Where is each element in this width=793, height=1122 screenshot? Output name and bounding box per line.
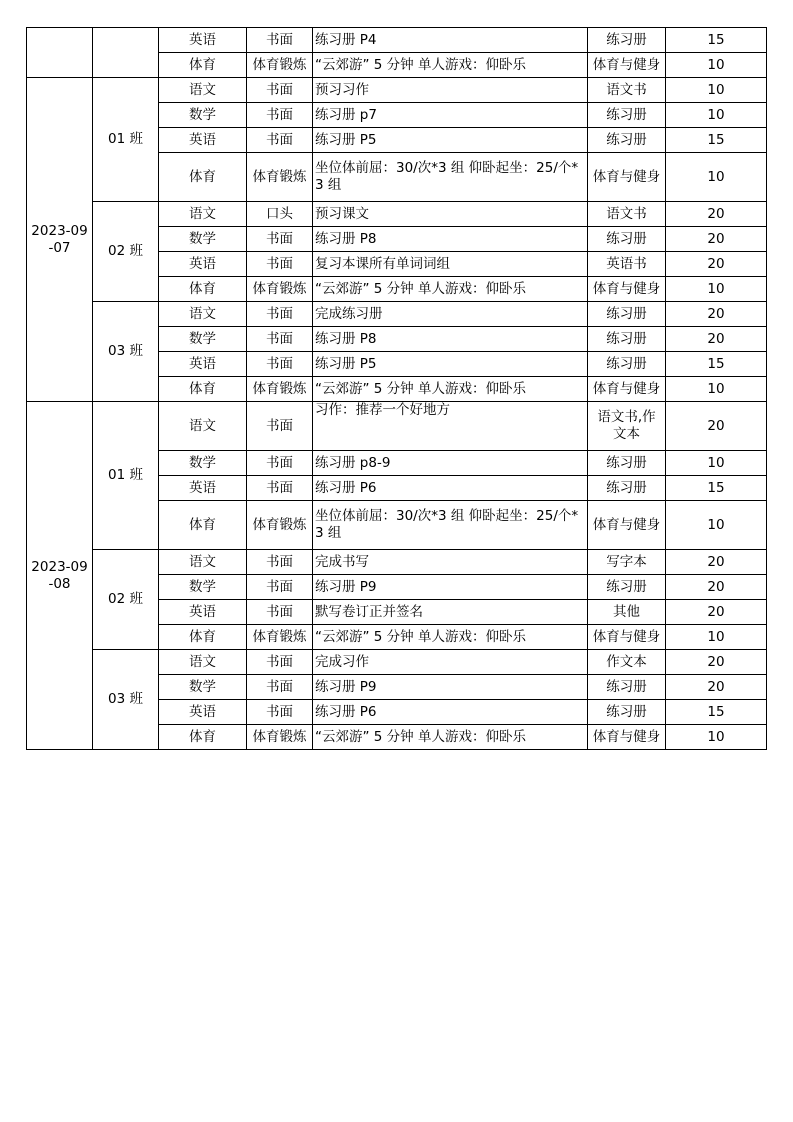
subject-cell: 体育 [159, 625, 247, 650]
type-cell: 书面 [247, 402, 313, 451]
content-cell: 练习册 P8 [313, 227, 588, 252]
subject-cell: 英语 [159, 600, 247, 625]
content-cell: “云郊游” 5 分钟 单人游戏：仰卧乐 [313, 625, 588, 650]
material-cell: 练习册 [588, 575, 666, 600]
content-cell: 习作：推荐一个好地方 [313, 402, 588, 451]
table-body [27, 28, 767, 750]
type-cell: 书面 [247, 252, 313, 277]
minutes-cell: 20 [666, 550, 767, 575]
content-cell: 练习册 P4 [313, 28, 588, 53]
content-cell: 练习册 P9 [313, 675, 588, 700]
type-cell: 书面 [247, 327, 313, 352]
type-cell: 体育锻炼 [247, 625, 313, 650]
subject-cell: 英语 [159, 128, 247, 153]
minutes-cell: 20 [666, 227, 767, 252]
subject-cell: 体育 [159, 501, 247, 550]
subject-cell: 体育 [159, 377, 247, 402]
content-cell: 练习册 P9 [313, 575, 588, 600]
subject-cell: 语文 [159, 550, 247, 575]
minutes-cell: 15 [666, 700, 767, 725]
minutes-cell: 10 [666, 78, 767, 103]
subject-cell: 英语 [159, 352, 247, 377]
subject-cell: 数学 [159, 227, 247, 252]
type-cell: 体育锻炼 [247, 725, 313, 750]
minutes-cell: 10 [666, 725, 767, 750]
table-row [27, 550, 767, 575]
minutes-cell: 20 [666, 252, 767, 277]
material-cell: 语文书 [588, 78, 666, 103]
type-cell: 书面 [247, 78, 313, 103]
content-cell: 练习册 P6 [313, 700, 588, 725]
content-cell: 练习册 P6 [313, 476, 588, 501]
material-cell: 体育与健身 [588, 377, 666, 402]
material-cell: 体育与健身 [588, 277, 666, 302]
content-cell: 练习册 P8 [313, 327, 588, 352]
content-cell: 预习课文 [313, 202, 588, 227]
type-cell: 体育锻炼 [247, 377, 313, 402]
table-row [27, 28, 767, 53]
table-row [27, 402, 767, 451]
material-cell: 作文本 [588, 650, 666, 675]
minutes-cell: 10 [666, 103, 767, 128]
type-cell: 书面 [247, 302, 313, 327]
material-cell: 练习册 [588, 327, 666, 352]
material-cell: 英语书 [588, 252, 666, 277]
type-cell: 书面 [247, 352, 313, 377]
homework-table [26, 27, 767, 750]
content-cell: 练习册 P5 [313, 128, 588, 153]
minutes-cell: 10 [666, 501, 767, 550]
table-row [27, 650, 767, 675]
table-row [27, 302, 767, 327]
type-cell: 体育锻炼 [247, 153, 313, 202]
material-cell: 体育与健身 [588, 153, 666, 202]
content-cell: 练习册 P5 [313, 352, 588, 377]
minutes-cell: 20 [666, 202, 767, 227]
date-cell [27, 28, 93, 78]
minutes-cell: 20 [666, 575, 767, 600]
material-cell: 练习册 [588, 675, 666, 700]
material-cell: 其他 [588, 600, 666, 625]
subject-cell: 语文 [159, 202, 247, 227]
subject-cell: 语文 [159, 402, 247, 451]
class-cell [93, 28, 159, 78]
minutes-cell: 20 [666, 327, 767, 352]
content-cell: “云郊游” 5 分钟 单人游戏：仰卧乐 [313, 53, 588, 78]
type-cell: 口头 [247, 202, 313, 227]
material-cell: 练习册 [588, 476, 666, 501]
minutes-cell: 15 [666, 352, 767, 377]
subject-cell: 数学 [159, 327, 247, 352]
minutes-cell: 10 [666, 625, 767, 650]
class-cell: 02 班 [93, 550, 159, 650]
type-cell: 书面 [247, 700, 313, 725]
material-cell: 练习册 [588, 227, 666, 252]
type-cell: 体育锻炼 [247, 277, 313, 302]
class-cell: 01 班 [93, 78, 159, 202]
material-cell: 练习册 [588, 28, 666, 53]
type-cell: 书面 [247, 28, 313, 53]
content-cell: 默写卷订正并签名 [313, 600, 588, 625]
minutes-cell: 10 [666, 377, 767, 402]
class-cell: 03 班 [93, 302, 159, 402]
type-cell: 书面 [247, 675, 313, 700]
content-cell: “云郊游” 5 分钟 单人游戏：仰卧乐 [313, 725, 588, 750]
class-cell: 03 班 [93, 650, 159, 750]
material-cell: 体育与健身 [588, 53, 666, 78]
content-cell: 练习册 p7 [313, 103, 588, 128]
type-cell: 体育锻炼 [247, 53, 313, 78]
subject-cell: 体育 [159, 725, 247, 750]
subject-cell: 数学 [159, 451, 247, 476]
type-cell: 书面 [247, 600, 313, 625]
minutes-cell: 15 [666, 128, 767, 153]
subject-cell: 语文 [159, 650, 247, 675]
material-cell: 练习册 [588, 128, 666, 153]
subject-cell: 语文 [159, 78, 247, 103]
material-cell: 体育与健身 [588, 725, 666, 750]
subject-cell: 体育 [159, 53, 247, 78]
type-cell: 书面 [247, 227, 313, 252]
minutes-cell: 20 [666, 675, 767, 700]
class-cell: 02 班 [93, 202, 159, 302]
content-cell: 坐位体前屈：30/次*3 组 仰卧起坐：25/个*3 组 [313, 501, 588, 550]
minutes-cell: 20 [666, 600, 767, 625]
minutes-cell: 10 [666, 53, 767, 78]
material-cell: 练习册 [588, 302, 666, 327]
date-cell: 2023-09-08 [27, 402, 93, 750]
material-cell: 练习册 [588, 700, 666, 725]
type-cell: 书面 [247, 650, 313, 675]
type-cell: 体育锻炼 [247, 501, 313, 550]
content-cell: “云郊游” 5 分钟 单人游戏：仰卧乐 [313, 277, 588, 302]
content-cell: 练习册 p8-9 [313, 451, 588, 476]
content-cell: 坐位体前屈：30/次*3 组 仰卧起坐：25/个*3 组 [313, 153, 588, 202]
type-cell: 书面 [247, 575, 313, 600]
minutes-cell: 10 [666, 451, 767, 476]
table-row [27, 202, 767, 227]
subject-cell: 体育 [159, 277, 247, 302]
subject-cell: 英语 [159, 252, 247, 277]
subject-cell: 体育 [159, 153, 247, 202]
subject-cell: 语文 [159, 302, 247, 327]
subject-cell: 数学 [159, 575, 247, 600]
minutes-cell: 10 [666, 153, 767, 202]
material-cell: 语文书,作文本 [588, 402, 666, 451]
table-row [27, 78, 767, 103]
subject-cell: 数学 [159, 675, 247, 700]
type-cell: 书面 [247, 128, 313, 153]
material-cell: 练习册 [588, 103, 666, 128]
minutes-cell: 20 [666, 650, 767, 675]
minutes-cell: 20 [666, 302, 767, 327]
content-cell: 预习习作 [313, 78, 588, 103]
type-cell: 书面 [247, 476, 313, 501]
minutes-cell: 15 [666, 28, 767, 53]
type-cell: 书面 [247, 550, 313, 575]
subject-cell: 数学 [159, 103, 247, 128]
content-cell: 完成练习册 [313, 302, 588, 327]
content-cell: “云郊游” 5 分钟 单人游戏：仰卧乐 [313, 377, 588, 402]
subject-cell: 英语 [159, 700, 247, 725]
material-cell: 体育与健身 [588, 625, 666, 650]
subject-cell: 英语 [159, 476, 247, 501]
material-cell: 练习册 [588, 451, 666, 476]
content-cell: 复习本课所有单词词组 [313, 252, 588, 277]
subject-cell: 英语 [159, 28, 247, 53]
class-cell: 01 班 [93, 402, 159, 550]
type-cell: 书面 [247, 451, 313, 476]
minutes-cell: 15 [666, 476, 767, 501]
content-cell: 完成书写 [313, 550, 588, 575]
material-cell: 体育与健身 [588, 501, 666, 550]
date-cell: 2023-09-07 [27, 78, 93, 402]
type-cell: 书面 [247, 103, 313, 128]
content-cell: 完成习作 [313, 650, 588, 675]
minutes-cell: 20 [666, 402, 767, 451]
minutes-cell: 10 [666, 277, 767, 302]
material-cell: 写字本 [588, 550, 666, 575]
material-cell: 练习册 [588, 352, 666, 377]
material-cell: 语文书 [588, 202, 666, 227]
